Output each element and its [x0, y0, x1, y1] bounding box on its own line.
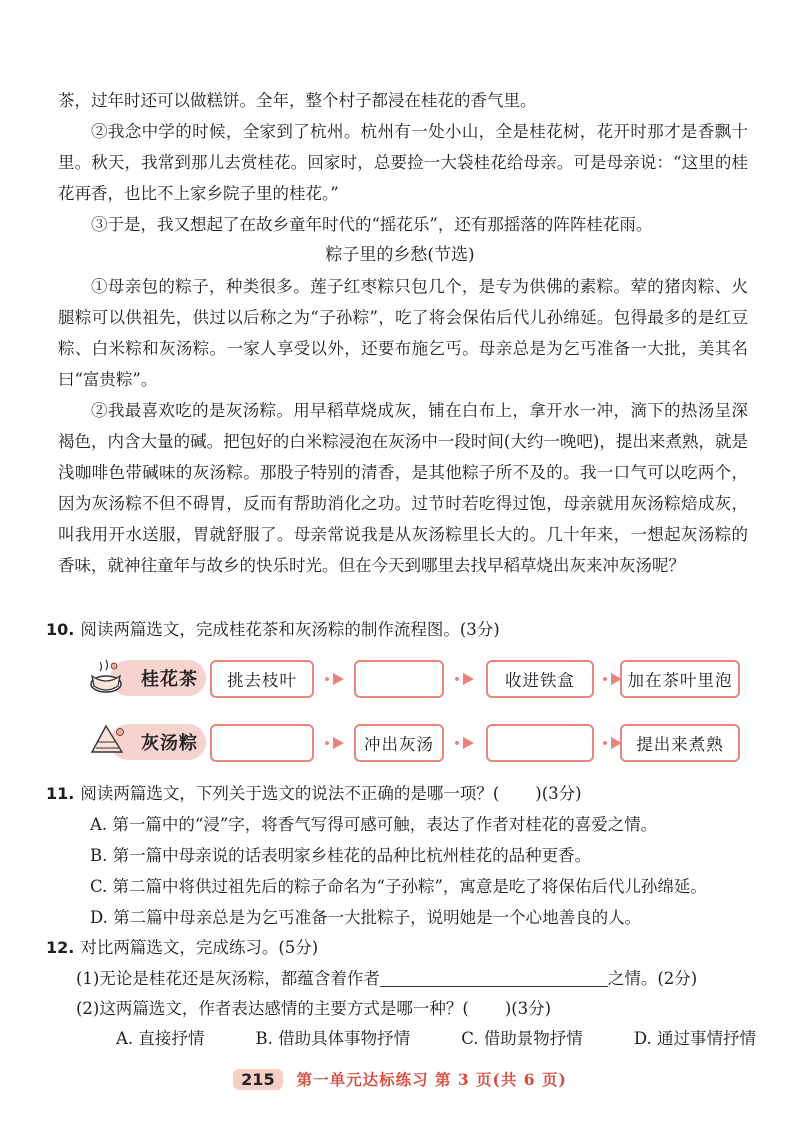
- question-score: )(3分): [535, 784, 582, 803]
- part-1-text: (1)无论是桂花还是灰汤粽，都蕴含着作者: [76, 969, 380, 988]
- zongzi-icon: [86, 718, 130, 762]
- option-d: D. 第二篇中母亲总是为乞丐准备一大批粽子，说明她是一个心地善良的人。: [90, 908, 642, 927]
- passage1-paragraph-3: ③于是，我又想起了在故乡童年时代的“摇花乐”，还有那摇落的阵阵桂花雨。: [91, 215, 653, 234]
- flow-label: [88, 722, 206, 762]
- question-12-part-1: [76, 964, 776, 994]
- arrow-right-icon: [454, 672, 478, 686]
- page-number: 215: [233, 1069, 282, 1090]
- question-number: 12.: [46, 938, 75, 957]
- passage1-paragraph-2: ②我念中学的时候，全家到了杭州。杭州有一处小山，全是桂花树，花开时那才是香飘十里。秋天，我常到那儿去赏桂花。回家时，总要捡一大袋桂花给母亲。可是母亲说：“这里的桂花再香，也比不上家乡院子里的桂花。”: [58, 122, 748, 203]
- flow-step-4: 加在茶叶里泡: [620, 660, 740, 698]
- option-c: C. 第二篇中将供过祖先后的粽子命名为“子孙粽”，寓意是吃了将保佑后代儿孙绵延。: [90, 877, 707, 896]
- flow-label-text: 灰汤粽: [141, 733, 198, 754]
- part-2-score: )(3分): [504, 999, 552, 1018]
- passage1-paragraph-tail: 茶，过年时还可以做糕饼。全年，整个村子都浸在桂花的香气里。: [58, 91, 537, 110]
- flow-step-1: 挑去枝叶: [210, 660, 314, 698]
- question-text: 阅读两篇选文，完成桂花茶和灰汤粽的制作流程图。(3分): [80, 620, 500, 639]
- question-12-choices: [116, 1024, 756, 1054]
- choice-c: C. 借助景物抒情: [461, 1029, 583, 1048]
- flow-label: [88, 658, 206, 698]
- question-text: 阅读两篇选文，下列关于选文的说法不正确的是哪一项？(: [80, 784, 500, 803]
- choice-b: B. 借助具体事物抒情: [255, 1029, 411, 1048]
- question-12-part-2: [76, 994, 776, 1024]
- page-footer: [0, 1066, 800, 1092]
- flow-label-text: 桂花茶: [141, 669, 198, 690]
- choice-a: A. 直接抒情: [116, 1029, 205, 1048]
- choice-d: D. 通过事情抒情: [633, 1029, 756, 1048]
- part-2-text: (2)这两篇选文，作者表达感情的主要方式是哪一种？(: [76, 999, 469, 1018]
- flow-step-1-blank[interactable]: [210, 724, 314, 762]
- option-b: B. 第一篇中母亲说的话表明家乡桂花的品种比杭州桂花的品种更香。: [90, 846, 592, 865]
- part-1-score: 之情。(2分): [607, 969, 698, 988]
- option-a: A. 第一篇中的“浸”字，将香气写得可感可触，表达了作者对桂花的喜爱之情。: [90, 815, 658, 834]
- flow-step-3-blank[interactable]: [486, 724, 594, 762]
- question-10: [46, 615, 766, 645]
- passage2-paragraph-1: ①母亲包的粽子，种类很多。莲子红枣粽只包几个，是专为供佛的素粽。荤的猪肉粽、火腿粽可以供祖先，供过以后称之为“子孙粽”，吃了将会保佑后代儿孙绵延。包得最多的是红豆粽、白米粽和灰汤粽。一家人享受以外，还要布施乞丐。母亲总是为乞丐准备一大批，美其名曰“富贵粽”。: [58, 277, 748, 389]
- arrow-right-icon: [324, 736, 348, 750]
- arrow-right-icon: [454, 736, 478, 750]
- answer-line[interactable]: [380, 968, 608, 987]
- tea-cup-icon: [86, 654, 130, 698]
- passage2-title: 粽子里的乡愁(节选): [325, 245, 475, 265]
- arrow-right-icon: [324, 672, 348, 686]
- question-number: 11.: [46, 784, 75, 803]
- passage2-paragraph-2: ②我最喜欢吃的是灰汤粽。用早稻草烧成灰，铺在白布上，拿开水一冲，滴下的热汤呈深褐色，内含大量的碱。把包好的白米粽浸泡在灰汤中一段时间(大约一晚吧)，提出来煮熟，就是浅咖啡色带碱味的灰汤粽。那股子特别的清香，是其他粽子所不及的。我一口气可以吃两个，因为灰汤粽不但不碍胃，反而有帮助消化之功。过节时若吃得过饱，母亲就用灰汤粽焙成灰，叫我用开水送服，胃就舒服了。母亲常说我是从灰汤粽里长大的。几十年来，一想起灰汤粽的香味，就神往童年与故乡的快乐时光。但在今天到哪里去找早稻草烧出灰来冲灰汤呢？: [58, 401, 748, 575]
- flow-step-2: 冲出灰汤: [354, 724, 444, 762]
- flow-row-guihua-tea: [88, 658, 748, 702]
- flow-step-2-blank[interactable]: [354, 660, 444, 698]
- question-number: 10.: [46, 620, 75, 639]
- question-text: 对比两篇选文，完成练习。(5分): [80, 938, 319, 957]
- question-12: [46, 933, 766, 963]
- flow-step-4: 提出来煮熟: [620, 724, 740, 762]
- question-11: [46, 779, 766, 809]
- flow-step-3: 收进铁盒: [486, 660, 594, 698]
- footer-text: 第一单元达标练习 第 3 页(共 6 页): [296, 1070, 567, 1089]
- flow-row-huitang-zongzi: [88, 722, 748, 766]
